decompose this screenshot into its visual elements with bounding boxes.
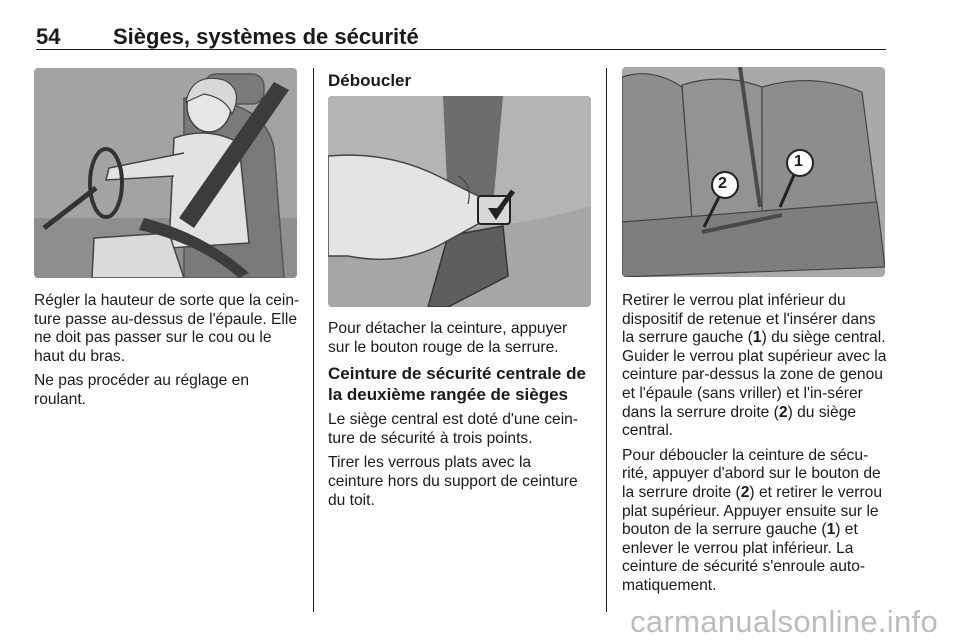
ref-number: 1 — [826, 521, 836, 539]
paragraph: Ne pas procéder au réglage en roulant. — [34, 372, 249, 408]
header-divider — [36, 49, 886, 50]
figure-driver-belt — [34, 68, 297, 278]
text-run: Retirer le verrou plat inférieur du dispositif de retenue et l'insérer dans la serrure gauche ( — [622, 292, 876, 347]
callout-2-label: 2 — [718, 175, 727, 192]
text-run: ) et enlever le verrou plat inférieur. La ceinture de sécurité s'enroule auto-matiquement. — [622, 521, 866, 594]
page-number: 54 — [36, 24, 61, 49]
section-heading-unbuckle: Déboucler — [328, 71, 412, 90]
ref-number: 2 — [740, 483, 750, 501]
column-2 — [328, 320, 590, 516]
figure-unbuckle — [328, 96, 591, 307]
section-heading-centre-belt: Ceinture de sécurité centrale de la deuxième rangée de sièges — [328, 364, 586, 405]
figure-rear-seats — [622, 67, 885, 277]
paragraph: Tirer les verrous plats avec la ceinture hors du support de ceinture du toit. — [328, 454, 578, 509]
paragraph: Le siège central est doté d'une cein-ture de sécurité à trois points. — [328, 411, 579, 447]
watermark: carmanualsonline.info — [630, 604, 938, 639]
paragraph: Pour détacher la ceinture, appuyer sur le bouton rouge de la serrure. — [328, 320, 568, 356]
page-title: Sièges, systèmes de sécurité — [113, 24, 419, 49]
paragraph: Régler la hauteur de sorte que la cein-ture passe au-dessus de l'épaule. Elle ne doit pas passer sur le cou ou le haut du bras. — [34, 292, 300, 365]
text-run: Pour déboucler la ceinture de sécu-rité, appuyer d'abord sur le bouton de la serrure droite ( — [622, 446, 881, 501]
page-header — [36, 18, 886, 50]
text-run: ) et retirer le verrou plat supérieur. Appuyer ensuite sur le bouton de la serrure gauche ( — [622, 483, 883, 539]
text-run: ) du siège central. — [622, 403, 857, 440]
text-run: ) du siège central. Guider le verrou plat supérieur avec la ceinture par-dessus la zone de genou et l'épaule (sans vriller) et l'in-sérer dans la serrure droite ( — [622, 329, 887, 421]
paragraph — [622, 447, 888, 596]
ref-number: 2 — [778, 403, 788, 421]
column-2-heading — [328, 70, 590, 91]
paragraph — [622, 292, 888, 441]
column-divider-1 — [313, 68, 314, 612]
column-divider-2 — [606, 68, 607, 612]
callout-1-label: 1 — [794, 153, 803, 170]
column-1 — [34, 292, 302, 416]
column-3 — [622, 292, 888, 602]
ref-number: 1 — [752, 329, 762, 347]
